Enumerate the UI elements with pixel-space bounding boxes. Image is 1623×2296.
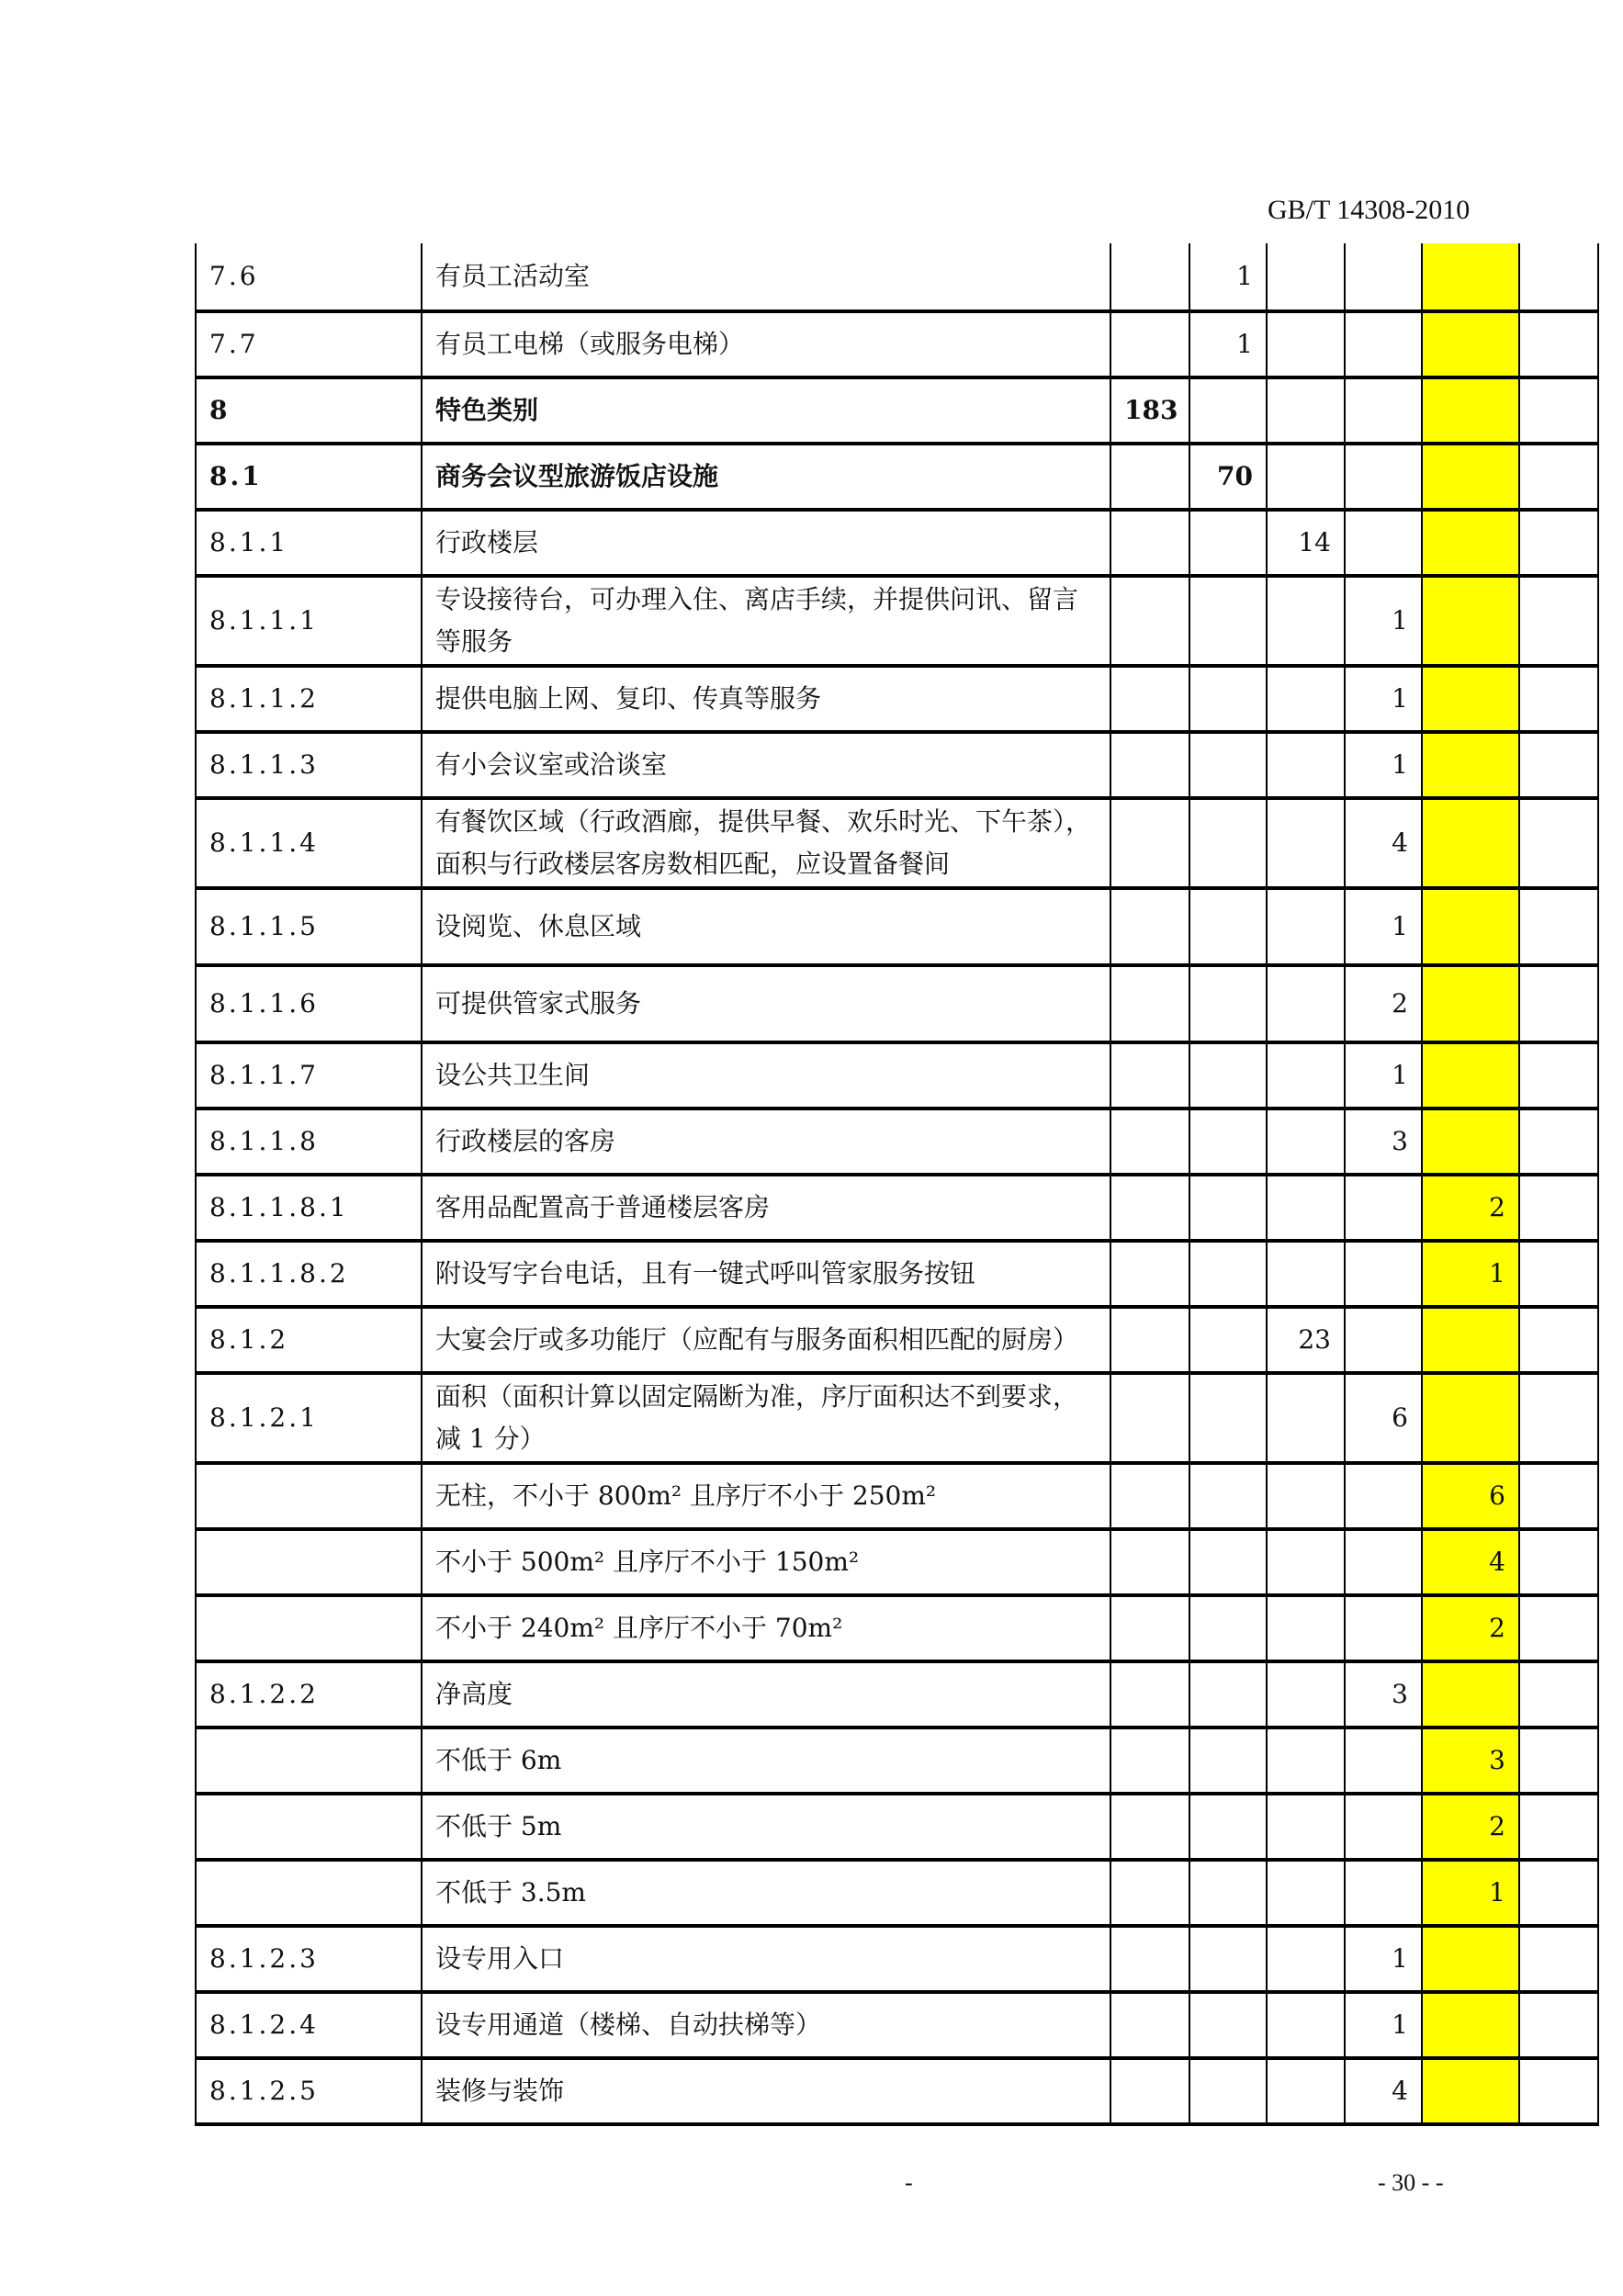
remarks xyxy=(1519,1794,1598,1860)
item-code: 8.1.1.3 xyxy=(196,732,422,798)
score-level-2 xyxy=(1189,1042,1267,1109)
score-level-1 xyxy=(1110,510,1189,576)
score-level-1 xyxy=(1110,1794,1189,1860)
score-level-5 xyxy=(1422,576,1519,666)
table-row xyxy=(196,510,1598,576)
item-description: 行政楼层 xyxy=(422,510,1110,576)
score-level-2 xyxy=(1189,2058,1267,2124)
remarks xyxy=(1519,377,1598,444)
score-level-4 xyxy=(1345,243,1422,311)
score-level-4 xyxy=(1345,510,1422,576)
score-level-3 xyxy=(1267,1175,1345,1241)
score-level-1 xyxy=(1110,888,1189,965)
item-description: 设公共卫生间 xyxy=(422,1042,1110,1109)
standard-number-header: GB/T 14308-2010 xyxy=(1268,195,1471,225)
score-level-4 xyxy=(1345,311,1422,377)
remarks xyxy=(1519,1109,1598,1175)
score-level-5 xyxy=(1422,1926,1519,1992)
item-code xyxy=(196,1529,422,1595)
item-description: 大宴会厅或多功能厅（应配有与服务面积相匹配的厨房） xyxy=(422,1307,1110,1373)
score-level-5 xyxy=(1422,510,1519,576)
score-level-3 xyxy=(1267,1860,1345,1926)
score-level-5 xyxy=(1422,798,1519,888)
score-level-3 xyxy=(1267,444,1345,510)
score-level-5 xyxy=(1422,2058,1519,2124)
item-code: 8 xyxy=(196,377,422,444)
score-level-2 xyxy=(1189,1926,1267,1992)
score-level-2 xyxy=(1189,510,1267,576)
score-level-4: 4 xyxy=(1345,2058,1422,2124)
score-level-1 xyxy=(1110,243,1189,311)
item-description: 设专用通道（楼梯、自动扶梯等） xyxy=(422,1992,1110,2058)
item-description: 有员工活动室 xyxy=(422,243,1110,311)
score-level-4 xyxy=(1345,1794,1422,1860)
score-level-3: 23 xyxy=(1267,1307,1345,1373)
score-level-3 xyxy=(1267,888,1345,965)
score-level-1 xyxy=(1110,1661,1189,1728)
score-level-1 xyxy=(1110,1595,1189,1661)
item-description: 装修与装饰 xyxy=(422,2058,1110,2124)
item-description: 有小会议室或洽谈室 xyxy=(422,732,1110,798)
score-level-5 xyxy=(1422,1109,1519,1175)
score-level-2 xyxy=(1189,965,1267,1042)
score-level-5 xyxy=(1422,1992,1519,2058)
score-level-2: 1 xyxy=(1189,311,1267,377)
score-level-1 xyxy=(1110,1175,1189,1241)
score-level-1 xyxy=(1110,576,1189,666)
score-level-5 xyxy=(1422,377,1519,444)
score-level-1 xyxy=(1110,1728,1189,1794)
table-row xyxy=(196,1728,1598,1794)
score-level-4 xyxy=(1345,1175,1422,1241)
item-code: 8.1 xyxy=(196,444,422,510)
score-level-5 xyxy=(1422,1042,1519,1109)
score-level-2 xyxy=(1189,576,1267,666)
table-row xyxy=(196,732,1598,798)
item-description: 面积（面积计算以固定隔断为准，序厅面积达不到要求，减 1 分） xyxy=(422,1373,1110,1463)
score-level-1 xyxy=(1110,1109,1189,1175)
item-description: 有员工电梯（或服务电梯） xyxy=(422,311,1110,377)
score-level-2 xyxy=(1189,1728,1267,1794)
score-level-5: 6 xyxy=(1422,1463,1519,1529)
remarks xyxy=(1519,1463,1598,1529)
remarks xyxy=(1519,1661,1598,1728)
score-level-4 xyxy=(1345,1241,1422,1307)
score-level-5: 1 xyxy=(1422,1860,1519,1926)
score-level-2 xyxy=(1189,1860,1267,1926)
score-level-5 xyxy=(1422,732,1519,798)
score-level-5 xyxy=(1422,666,1519,732)
score-level-5 xyxy=(1422,965,1519,1042)
score-level-2 xyxy=(1189,732,1267,798)
item-description: 可提供管家式服务 xyxy=(422,965,1110,1042)
score-level-2 xyxy=(1189,798,1267,888)
score-level-5: 2 xyxy=(1422,1595,1519,1661)
remarks xyxy=(1519,798,1598,888)
score-level-4: 1 xyxy=(1345,1042,1422,1109)
item-description: 附设写字台电话，且有一键式呼叫管家服务按钮 xyxy=(422,1241,1110,1307)
score-level-1 xyxy=(1110,2058,1189,2124)
item-code: 8.1.1.8 xyxy=(196,1109,422,1175)
table-row xyxy=(196,1992,1598,2058)
remarks xyxy=(1519,666,1598,732)
score-level-2 xyxy=(1189,1175,1267,1241)
score-level-1 xyxy=(1110,1860,1189,1926)
score-level-5 xyxy=(1422,1373,1519,1463)
table-row xyxy=(196,1042,1598,1109)
score-level-4: 3 xyxy=(1345,1661,1422,1728)
remarks xyxy=(1519,965,1598,1042)
item-code: 8.1.1.6 xyxy=(196,965,422,1042)
score-level-3 xyxy=(1267,1992,1345,2058)
score-level-2: 1 xyxy=(1189,243,1267,311)
score-level-4 xyxy=(1345,1307,1422,1373)
item-description: 商务会议型旅游饭店设施 xyxy=(422,444,1110,510)
item-description: 不低于 5m xyxy=(422,1794,1110,1860)
item-code: 8.1.1.8.1 xyxy=(196,1175,422,1241)
item-description: 净高度 xyxy=(422,1661,1110,1728)
score-level-1 xyxy=(1110,1241,1189,1307)
item-code: 8.1.2.2 xyxy=(196,1661,422,1728)
score-level-3 xyxy=(1267,377,1345,444)
score-level-2 xyxy=(1189,1595,1267,1661)
score-level-3 xyxy=(1267,1728,1345,1794)
score-level-3 xyxy=(1267,243,1345,311)
item-description: 特色类别 xyxy=(422,377,1110,444)
table-row xyxy=(196,377,1598,444)
item-code: 8.1.1.8.2 xyxy=(196,1241,422,1307)
remarks xyxy=(1519,1373,1598,1463)
score-level-3 xyxy=(1267,311,1345,377)
score-level-4 xyxy=(1345,1860,1422,1926)
item-description: 提供电脑上网、复印、传真等服务 xyxy=(422,666,1110,732)
item-code: 8.1.1.7 xyxy=(196,1042,422,1109)
item-code xyxy=(196,1860,422,1926)
score-level-2: 70 xyxy=(1189,444,1267,510)
score-level-1 xyxy=(1110,1042,1189,1109)
remarks xyxy=(1519,510,1598,576)
item-code: 8.1.2.5 xyxy=(196,2058,422,2124)
remarks xyxy=(1519,1926,1598,1992)
score-level-4: 3 xyxy=(1345,1109,1422,1175)
item-code: 7.6 xyxy=(196,243,422,311)
score-level-4 xyxy=(1345,377,1422,444)
score-level-4 xyxy=(1345,1463,1422,1529)
score-level-1 xyxy=(1110,732,1189,798)
score-level-3 xyxy=(1267,798,1345,888)
remarks xyxy=(1519,732,1598,798)
table-row xyxy=(196,1109,1598,1175)
score-level-1 xyxy=(1110,965,1189,1042)
table-row xyxy=(196,1529,1598,1595)
item-code: 8.1.2 xyxy=(196,1307,422,1373)
score-level-2 xyxy=(1189,1661,1267,1728)
remarks xyxy=(1519,1860,1598,1926)
item-description: 不小于 240m² 且序厅不小于 70m² xyxy=(422,1595,1110,1661)
table-row xyxy=(196,1794,1598,1860)
remarks xyxy=(1519,1728,1598,1794)
score-level-1 xyxy=(1110,444,1189,510)
score-level-2 xyxy=(1189,666,1267,732)
score-level-1 xyxy=(1110,1926,1189,1992)
remarks xyxy=(1519,576,1598,666)
item-code: 8.1.2.4 xyxy=(196,1992,422,2058)
item-code: 8.1.1.2 xyxy=(196,666,422,732)
item-code: 7.7 xyxy=(196,311,422,377)
footer-dash: - xyxy=(905,2169,913,2196)
score-level-1 xyxy=(1110,311,1189,377)
score-level-3 xyxy=(1267,1661,1345,1728)
remarks xyxy=(1519,1307,1598,1373)
remarks xyxy=(1519,1175,1598,1241)
score-level-2 xyxy=(1189,1992,1267,2058)
table-row xyxy=(196,1926,1598,1992)
score-level-3 xyxy=(1267,2058,1345,2124)
item-description: 不低于 6m xyxy=(422,1728,1110,1794)
table-row xyxy=(196,576,1598,666)
score-level-3 xyxy=(1267,965,1345,1042)
score-level-4: 2 xyxy=(1345,965,1422,1042)
table-row xyxy=(196,311,1598,377)
score-level-4 xyxy=(1345,1529,1422,1595)
item-code: 8.1.1.4 xyxy=(196,798,422,888)
score-level-3 xyxy=(1267,1794,1345,1860)
score-level-5: 3 xyxy=(1422,1728,1519,1794)
item-code: 8.1.2.3 xyxy=(196,1926,422,1992)
item-description: 无柱，不小于 800m² 且序厅不小于 250m² xyxy=(422,1463,1110,1529)
score-level-4: 1 xyxy=(1345,576,1422,666)
score-level-5 xyxy=(1422,243,1519,311)
score-level-4: 1 xyxy=(1345,888,1422,965)
table-row xyxy=(196,798,1598,888)
item-code xyxy=(196,1463,422,1529)
remarks xyxy=(1519,444,1598,510)
table-row xyxy=(196,1595,1598,1661)
score-level-5 xyxy=(1422,888,1519,965)
score-level-4 xyxy=(1345,1728,1422,1794)
score-level-4: 1 xyxy=(1345,732,1422,798)
remarks xyxy=(1519,2058,1598,2124)
table-row xyxy=(196,1241,1598,1307)
score-level-1 xyxy=(1110,1992,1189,2058)
item-code: 8.1.1 xyxy=(196,510,422,576)
score-level-2 xyxy=(1189,888,1267,965)
score-level-1 xyxy=(1110,1529,1189,1595)
remarks xyxy=(1519,1241,1598,1307)
score-level-3 xyxy=(1267,666,1345,732)
score-level-1 xyxy=(1110,1307,1189,1373)
score-level-5: 4 xyxy=(1422,1529,1519,1595)
table-row xyxy=(196,1860,1598,1926)
table-row xyxy=(196,1373,1598,1463)
score-level-3 xyxy=(1267,1529,1345,1595)
score-level-4: 4 xyxy=(1345,798,1422,888)
score-level-1 xyxy=(1110,1373,1189,1463)
score-level-2 xyxy=(1189,1307,1267,1373)
table-row xyxy=(196,2058,1598,2124)
score-level-2 xyxy=(1189,1463,1267,1529)
item-description: 设专用入口 xyxy=(422,1926,1110,1992)
score-level-1 xyxy=(1110,798,1189,888)
table-row xyxy=(196,1307,1598,1373)
item-description: 有餐饮区域（行政酒廊，提供早餐、欢乐时光、下午茶），面积与行政楼层客房数相匹配，应设置备餐间 xyxy=(422,798,1110,888)
item-description: 客用品配置高于普通楼层客房 xyxy=(422,1175,1110,1241)
item-code xyxy=(196,1595,422,1661)
score-level-1 xyxy=(1110,1463,1189,1529)
score-level-4 xyxy=(1345,1595,1422,1661)
score-level-1: 183 xyxy=(1110,377,1189,444)
remarks xyxy=(1519,1992,1598,2058)
score-level-4: 6 xyxy=(1345,1373,1422,1463)
item-code: 8.1.1.5 xyxy=(196,888,422,965)
page-number: - 30 - - xyxy=(1378,2169,1444,2196)
table-row xyxy=(196,1661,1598,1728)
table-row xyxy=(196,888,1598,965)
score-level-3 xyxy=(1267,1109,1345,1175)
score-level-3 xyxy=(1267,1926,1345,1992)
score-level-4: 1 xyxy=(1345,666,1422,732)
score-level-5 xyxy=(1422,1307,1519,1373)
score-level-3 xyxy=(1267,732,1345,798)
score-level-3 xyxy=(1267,576,1345,666)
score-level-5: 2 xyxy=(1422,1175,1519,1241)
score-level-4 xyxy=(1345,444,1422,510)
remarks xyxy=(1519,311,1598,377)
score-level-5 xyxy=(1422,1661,1519,1728)
score-level-5 xyxy=(1422,444,1519,510)
remarks xyxy=(1519,1529,1598,1595)
table-row xyxy=(196,666,1598,732)
item-code xyxy=(196,1728,422,1794)
remarks xyxy=(1519,1595,1598,1661)
remarks xyxy=(1519,1042,1598,1109)
score-level-5: 2 xyxy=(1422,1794,1519,1860)
score-level-4: 1 xyxy=(1345,1992,1422,2058)
score-level-1 xyxy=(1110,666,1189,732)
item-description: 行政楼层的客房 xyxy=(422,1109,1110,1175)
item-description: 专设接待台，可办理入住、离店手续，并提供问讯、留言等服务 xyxy=(422,576,1110,666)
table-row xyxy=(196,965,1598,1042)
item-code: 8.1.1.1 xyxy=(196,576,422,666)
score-level-5: 1 xyxy=(1422,1241,1519,1307)
score-level-2 xyxy=(1189,1529,1267,1595)
remarks xyxy=(1519,888,1598,965)
score-level-2 xyxy=(1189,1241,1267,1307)
score-level-3 xyxy=(1267,1042,1345,1109)
table-row xyxy=(196,444,1598,510)
item-code xyxy=(196,1794,422,1860)
table-row xyxy=(196,1175,1598,1241)
score-level-3 xyxy=(1267,1463,1345,1529)
score-level-3 xyxy=(1267,1373,1345,1463)
score-level-5 xyxy=(1422,311,1519,377)
score-level-2 xyxy=(1189,1373,1267,1463)
table-row xyxy=(196,1463,1598,1529)
score-level-2 xyxy=(1189,377,1267,444)
item-description: 不低于 3.5m xyxy=(422,1860,1110,1926)
score-level-2 xyxy=(1189,1109,1267,1175)
table-row xyxy=(196,243,1598,311)
item-description: 不小于 500m² 且序厅不小于 150m² xyxy=(422,1529,1110,1595)
score-level-2 xyxy=(1189,1794,1267,1860)
item-code: 8.1.2.1 xyxy=(196,1373,422,1463)
scoring-table xyxy=(195,243,1599,2126)
remarks xyxy=(1519,243,1598,311)
score-level-4: 1 xyxy=(1345,1926,1422,1992)
item-description: 设阅览、休息区域 xyxy=(422,888,1110,965)
score-level-3: 14 xyxy=(1267,510,1345,576)
score-level-3 xyxy=(1267,1595,1345,1661)
score-level-3 xyxy=(1267,1241,1345,1307)
